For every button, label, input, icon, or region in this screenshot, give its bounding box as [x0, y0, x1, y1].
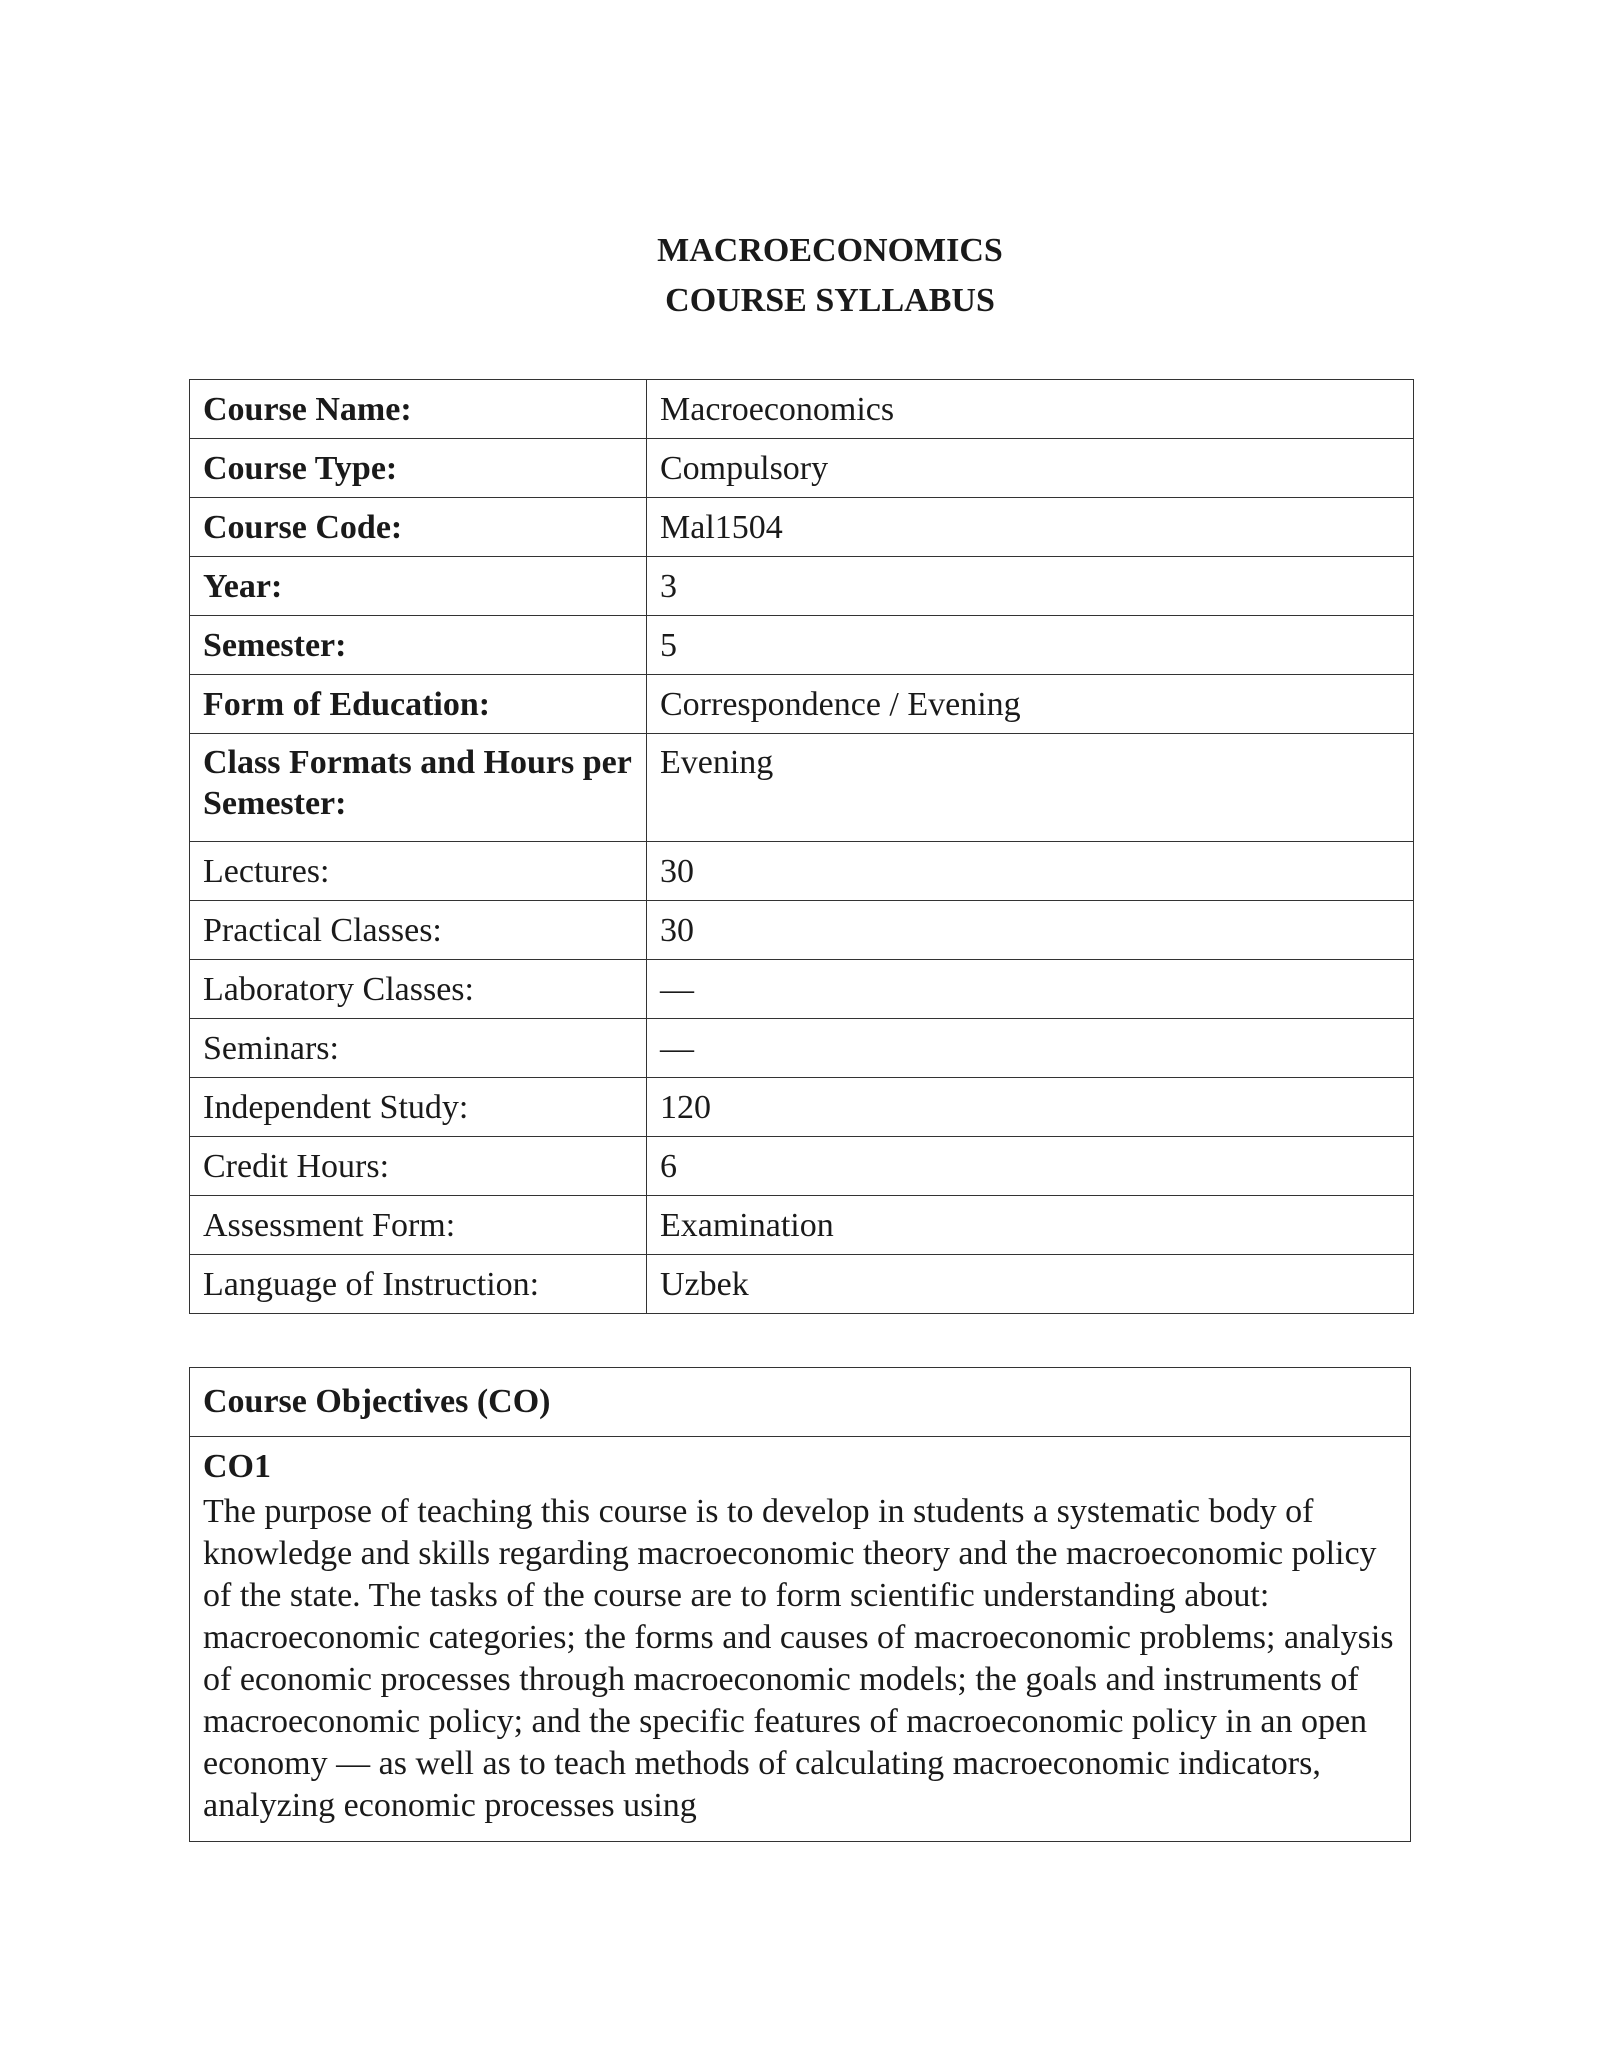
row-value: Mal1504	[647, 498, 1414, 557]
row-value: —	[647, 1019, 1414, 1078]
table-row	[190, 675, 1414, 734]
row-value: 30	[647, 842, 1414, 901]
row-value: Compulsory	[647, 439, 1414, 498]
row-label: Independent Study:	[190, 1078, 647, 1137]
course-objectives-box	[189, 1367, 1411, 1842]
objective-code: CO1	[203, 1448, 271, 1485]
row-label: Form of Education:	[190, 675, 647, 734]
row-label: Semester:	[190, 616, 647, 675]
course-info-table	[189, 379, 1414, 1314]
table-row	[190, 901, 1414, 960]
row-value: Examination	[647, 1196, 1414, 1255]
row-label: Seminars:	[190, 1019, 647, 1078]
row-value: —	[647, 960, 1414, 1019]
row-label: Course Code:	[190, 498, 647, 557]
row-label: Course Name:	[190, 380, 647, 439]
row-value: 120	[647, 1078, 1414, 1137]
objective-text: The purpose of teaching this course is to develop in students a systematic body of knowledge and skills regarding macroeconomic theory and the macroeconomic policy of the state. The tasks of the course are to form scientific understanding about: macroeconomic categories; the forms and causes of macroeconomic problems; analysis of economic processes through macroeconomic models; the goals and instruments of macroeconomic policy; and the specific features of macroeconomic policy in an open economy — as well as to teach methods of calculating macroeconomic indicators, analyzing economic processes using	[203, 1493, 1394, 1824]
table-row	[190, 1019, 1414, 1078]
row-label: Laboratory Classes:	[190, 960, 647, 1019]
table-row	[190, 960, 1414, 1019]
row-value: 6	[647, 1137, 1414, 1196]
row-label: Language of Instruction:	[190, 1255, 647, 1314]
table-row	[190, 498, 1414, 557]
table-row	[190, 380, 1414, 439]
objective-item	[190, 1437, 1410, 1827]
row-label: Course Type:	[190, 439, 647, 498]
table-row	[190, 439, 1414, 498]
table-row	[190, 616, 1414, 675]
objectives-header: Course Objectives (CO)	[190, 1368, 1410, 1437]
row-label: Practical Classes:	[190, 901, 647, 960]
row-label: Class Formats and Hours per Semester:	[190, 734, 647, 842]
row-value: Uzbek	[647, 1255, 1414, 1314]
table-row	[190, 1137, 1414, 1196]
table-row	[190, 734, 1414, 842]
table-row	[190, 842, 1414, 901]
table-row	[190, 1255, 1414, 1314]
row-value: 30	[647, 901, 1414, 960]
row-value: Evening	[647, 734, 1414, 842]
table-row	[190, 557, 1414, 616]
row-label: Lectures:	[190, 842, 647, 901]
row-value: Correspondence / Evening	[647, 675, 1414, 734]
row-value: Macroeconomics	[647, 380, 1414, 439]
row-label: Year:	[190, 557, 647, 616]
document-subtitle: COURSE SYLLABUS	[665, 282, 995, 319]
row-label: Assessment Form:	[190, 1196, 647, 1255]
row-value: 3	[647, 557, 1414, 616]
table-row	[190, 1196, 1414, 1255]
table-row	[190, 1078, 1414, 1137]
document-title: MACROECONOMICS	[657, 232, 1003, 269]
row-label: Credit Hours:	[190, 1137, 647, 1196]
row-value: 5	[647, 616, 1414, 675]
